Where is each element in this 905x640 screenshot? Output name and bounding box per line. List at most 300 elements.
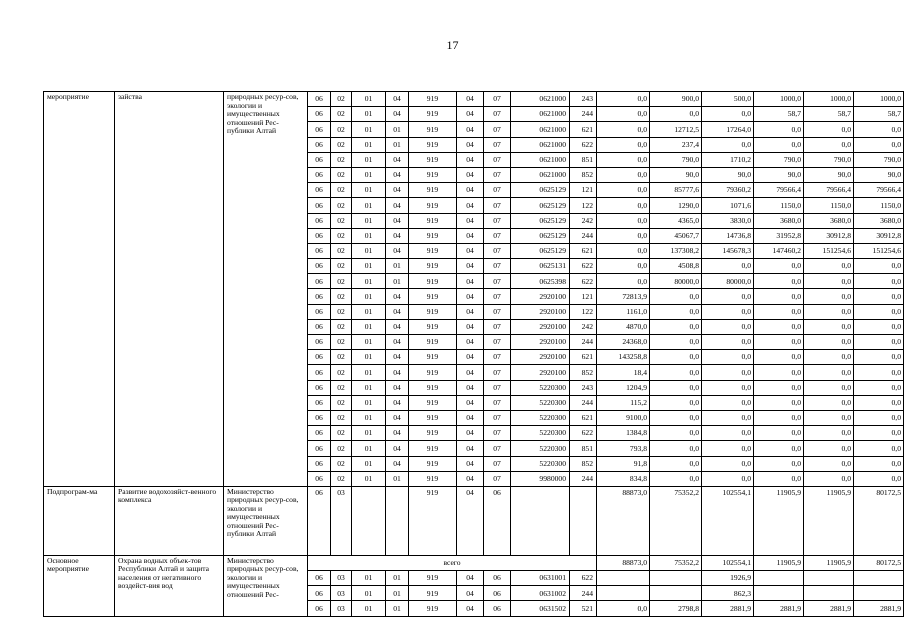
- amount-cell: 151254,6: [804, 243, 854, 258]
- amount-cell: 0,0: [854, 259, 904, 274]
- amount-cell: 80000,0: [702, 274, 754, 289]
- amount-cell: 12712,5: [650, 122, 702, 137]
- amount-cell: 80000,0: [650, 274, 702, 289]
- code-cell: 07: [484, 243, 511, 258]
- code-cell: 01: [352, 601, 386, 616]
- code-cell: 919: [409, 289, 457, 304]
- table-row: [44, 486, 904, 555]
- code-cell: 04: [386, 335, 409, 350]
- code-cell: 0621000: [511, 122, 570, 137]
- code-cell: 01: [352, 319, 386, 334]
- amount-cell: 2881,9: [854, 601, 904, 616]
- code-cell: 244: [570, 586, 597, 601]
- amount-cell: 147460,2: [754, 243, 804, 258]
- code-cell: 2920100: [511, 365, 570, 380]
- code-cell: 244: [570, 107, 597, 122]
- code-cell: 04: [457, 350, 484, 365]
- amount-cell: 0,0: [804, 304, 854, 319]
- code-cell: 02: [331, 365, 352, 380]
- amount-cell: 0,0: [854, 335, 904, 350]
- amount-cell: 88873,0: [597, 555, 650, 570]
- code-cell: 01: [352, 289, 386, 304]
- amount-cell: 0,0: [702, 395, 754, 410]
- amount-cell: [650, 571, 702, 586]
- code-cell: 0631001: [511, 571, 570, 586]
- code-cell: [352, 486, 386, 555]
- amount-cell: 0,0: [754, 350, 804, 365]
- amount-cell: 3830,0: [702, 213, 754, 228]
- code-cell: 02: [331, 304, 352, 319]
- code-cell: 521: [570, 601, 597, 616]
- amount-cell: 90,0: [804, 167, 854, 182]
- amount-cell: 0,0: [650, 365, 702, 380]
- responsible-executor-cell: Министерство природных ресур-сов, экологии и имущественных отношений Рес-: [224, 555, 308, 616]
- code-cell: 06: [308, 319, 331, 334]
- code-cell: 622: [570, 259, 597, 274]
- code-cell: 01: [386, 471, 409, 486]
- amount-cell: 1710,2: [702, 152, 754, 167]
- code-cell: 04: [457, 571, 484, 586]
- code-cell: 04: [457, 122, 484, 137]
- amount-cell: 0,0: [702, 471, 754, 486]
- code-cell: 06: [308, 380, 331, 395]
- amount-cell: 0,0: [854, 304, 904, 319]
- code-cell: 07: [484, 167, 511, 182]
- code-cell: 07: [484, 213, 511, 228]
- responsible-executor-cell: Министерство природных ресур-сов, экологии и имущественных отношений Рес-публики Алтай: [224, 486, 308, 555]
- event-type-cell: Основное мероприятие: [44, 555, 115, 616]
- code-cell: 621: [570, 122, 597, 137]
- amount-cell: 9100,0: [597, 410, 650, 425]
- amount-cell: 90,0: [854, 167, 904, 182]
- code-cell: 621: [570, 243, 597, 258]
- code-cell: 04: [386, 426, 409, 441]
- code-cell: 01: [352, 426, 386, 441]
- code-cell: 04: [457, 243, 484, 258]
- amount-cell: 0,0: [597, 183, 650, 198]
- amount-cell: 0,0: [854, 456, 904, 471]
- code-cell: 2920100: [511, 304, 570, 319]
- amount-cell: 500,0: [702, 92, 754, 107]
- code-cell: 919: [409, 365, 457, 380]
- code-cell: 06: [308, 289, 331, 304]
- code-cell: 01: [352, 122, 386, 137]
- amount-cell: 0,0: [597, 274, 650, 289]
- amount-cell: 17264,0: [702, 122, 754, 137]
- amount-cell: 0,0: [854, 471, 904, 486]
- code-cell: 919: [409, 426, 457, 441]
- code-cell: 02: [331, 456, 352, 471]
- amount-cell: 790,0: [650, 152, 702, 167]
- code-cell: [570, 486, 597, 555]
- budget-table: [43, 91, 904, 617]
- amount-cell: 1150,0: [854, 198, 904, 213]
- code-cell: 0625129: [511, 198, 570, 213]
- amount-cell: 0,0: [597, 259, 650, 274]
- code-cell: 07: [484, 304, 511, 319]
- subprogram-type-cell: Подпрограм-ма: [44, 486, 115, 555]
- code-cell: 04: [457, 456, 484, 471]
- amount-cell: 0,0: [754, 319, 804, 334]
- code-cell: 04: [457, 198, 484, 213]
- amount-cell: 0,0: [804, 426, 854, 441]
- responsible-executor-cell: природных ресур-сов, экологии и имущественных отношений Рес-публики Алтай: [224, 92, 308, 487]
- amount-cell: 0,0: [754, 395, 804, 410]
- amount-cell: [597, 586, 650, 601]
- code-cell: 04: [386, 304, 409, 319]
- code-cell: 244: [570, 395, 597, 410]
- code-cell: 04: [457, 319, 484, 334]
- code-cell: 9980000: [511, 471, 570, 486]
- code-cell: 919: [409, 601, 457, 616]
- code-cell: 04: [457, 471, 484, 486]
- code-cell: 919: [409, 350, 457, 365]
- amount-cell: 0,0: [854, 289, 904, 304]
- amount-cell: 11905,9: [754, 555, 804, 570]
- code-cell: 04: [386, 152, 409, 167]
- code-cell: 02: [331, 395, 352, 410]
- code-cell: 01: [352, 213, 386, 228]
- amount-cell: 0,0: [702, 335, 754, 350]
- code-cell: 04: [457, 213, 484, 228]
- table-row: [44, 555, 904, 570]
- amount-cell: 0,0: [650, 426, 702, 441]
- code-cell: 02: [331, 228, 352, 243]
- code-cell: 622: [570, 274, 597, 289]
- code-cell: 04: [386, 410, 409, 425]
- code-cell: 06: [308, 426, 331, 441]
- code-cell: 01: [352, 259, 386, 274]
- code-cell: 04: [386, 213, 409, 228]
- amount-cell: [804, 571, 854, 586]
- code-cell: 622: [570, 426, 597, 441]
- code-cell: 04: [386, 107, 409, 122]
- code-cell: 01: [352, 456, 386, 471]
- amount-cell: 834,8: [597, 471, 650, 486]
- code-cell: 06: [308, 122, 331, 137]
- code-cell: 622: [570, 571, 597, 586]
- amount-cell: [804, 586, 854, 601]
- amount-cell: 0,0: [804, 335, 854, 350]
- code-cell: 01: [352, 395, 386, 410]
- code-cell: 02: [331, 441, 352, 456]
- code-cell: 04: [457, 92, 484, 107]
- code-cell: 852: [570, 456, 597, 471]
- amount-cell: 0,0: [650, 319, 702, 334]
- amount-cell: 0,0: [804, 395, 854, 410]
- code-cell: 07: [484, 471, 511, 486]
- code-cell: 07: [484, 198, 511, 213]
- amount-cell: 0,0: [804, 137, 854, 152]
- code-cell: 01: [352, 167, 386, 182]
- amount-cell: 2881,9: [804, 601, 854, 616]
- amount-cell: 0,0: [650, 335, 702, 350]
- code-cell: 919: [409, 456, 457, 471]
- amount-cell: 0,0: [754, 471, 804, 486]
- amount-cell: 0,0: [754, 335, 804, 350]
- amount-cell: 0,0: [754, 137, 804, 152]
- code-cell: 0621000: [511, 152, 570, 167]
- amount-cell: 0,0: [702, 456, 754, 471]
- code-cell: 852: [570, 167, 597, 182]
- amount-cell: 0,0: [854, 410, 904, 425]
- amount-cell: 0,0: [597, 228, 650, 243]
- code-cell: 04: [457, 586, 484, 601]
- code-cell: 04: [457, 335, 484, 350]
- code-cell: 244: [570, 335, 597, 350]
- code-cell: 04: [457, 380, 484, 395]
- code-cell: 04: [386, 441, 409, 456]
- code-cell: 02: [331, 410, 352, 425]
- amount-cell: 0,0: [650, 456, 702, 471]
- code-cell: 02: [331, 289, 352, 304]
- code-cell: 03: [331, 601, 352, 616]
- amount-cell: 0,0: [804, 259, 854, 274]
- code-cell: 01: [352, 365, 386, 380]
- code-cell: 06: [308, 213, 331, 228]
- amount-cell: 0,0: [650, 471, 702, 486]
- code-cell: 06: [308, 486, 331, 555]
- amount-cell: 0,0: [597, 198, 650, 213]
- amount-cell: 0,0: [804, 122, 854, 137]
- code-cell: 01: [386, 122, 409, 137]
- code-cell: 04: [457, 395, 484, 410]
- amount-cell: 0,0: [754, 122, 804, 137]
- code-cell: 121: [570, 289, 597, 304]
- code-cell: 02: [331, 243, 352, 258]
- amount-cell: 0,0: [854, 441, 904, 456]
- amount-cell: 145678,3: [702, 243, 754, 258]
- amount-cell: 137308,2: [650, 243, 702, 258]
- code-cell: 06: [484, 586, 511, 601]
- code-cell: 06: [308, 198, 331, 213]
- amount-cell: 3680,0: [804, 213, 854, 228]
- code-cell: 06: [308, 152, 331, 167]
- amount-cell: 1000,0: [754, 92, 804, 107]
- code-cell: 03: [331, 486, 352, 555]
- code-cell: 06: [308, 183, 331, 198]
- code-cell: [511, 486, 570, 555]
- code-cell: 919: [409, 304, 457, 319]
- code-cell: 01: [352, 152, 386, 167]
- code-cell: 0625129: [511, 213, 570, 228]
- code-cell: 04: [457, 486, 484, 555]
- code-cell: 07: [484, 183, 511, 198]
- section-basic-event-rows: [44, 555, 904, 616]
- amount-cell: 1161,0: [597, 304, 650, 319]
- code-cell: 02: [331, 107, 352, 122]
- code-cell: 0621000: [511, 92, 570, 107]
- code-cell: 244: [570, 228, 597, 243]
- code-cell: 04: [386, 167, 409, 182]
- code-cell: 01: [352, 350, 386, 365]
- code-cell: 01: [386, 601, 409, 616]
- amount-cell: 1000,0: [804, 92, 854, 107]
- code-cell: 06: [308, 350, 331, 365]
- code-cell: 919: [409, 259, 457, 274]
- amount-cell: 0,0: [597, 92, 650, 107]
- code-cell: 06: [308, 441, 331, 456]
- amount-cell: 0,0: [650, 441, 702, 456]
- amount-cell: 1150,0: [754, 198, 804, 213]
- code-cell: 04: [457, 167, 484, 182]
- amount-cell: 1384,8: [597, 426, 650, 441]
- code-cell: 919: [409, 380, 457, 395]
- amount-cell: 80172,5: [854, 555, 904, 570]
- page-number: 17: [446, 38, 459, 52]
- amount-cell: 1926,9: [702, 571, 754, 586]
- amount-cell: 0,0: [754, 304, 804, 319]
- amount-cell: 0,0: [702, 304, 754, 319]
- code-cell: 02: [331, 213, 352, 228]
- code-cell: 04: [386, 198, 409, 213]
- code-cell: 852: [570, 365, 597, 380]
- amount-cell: 72813,9: [597, 289, 650, 304]
- amount-cell: 790,0: [854, 152, 904, 167]
- code-cell: 06: [308, 259, 331, 274]
- code-cell: 919: [409, 183, 457, 198]
- amount-cell: 0,0: [804, 380, 854, 395]
- amount-cell: 0,0: [804, 456, 854, 471]
- code-cell: 04: [457, 228, 484, 243]
- amount-cell: 0,0: [754, 289, 804, 304]
- code-cell: 04: [386, 289, 409, 304]
- amount-cell: 24368,0: [597, 335, 650, 350]
- amount-cell: 862,3: [702, 586, 754, 601]
- amount-cell: 0,0: [854, 319, 904, 334]
- code-cell: 919: [409, 471, 457, 486]
- amount-cell: 0,0: [854, 137, 904, 152]
- code-cell: 01: [386, 586, 409, 601]
- amount-cell: 1290,0: [650, 198, 702, 213]
- code-cell: 04: [386, 395, 409, 410]
- amount-cell: 90,0: [650, 167, 702, 182]
- code-cell: 07: [484, 107, 511, 122]
- amount-cell: 80172,5: [854, 486, 904, 555]
- amount-cell: 0,0: [804, 471, 854, 486]
- code-cell: 919: [409, 122, 457, 137]
- amount-cell: 0,0: [702, 319, 754, 334]
- code-cell: 07: [484, 380, 511, 395]
- code-cell: 06: [484, 601, 511, 616]
- code-cell: 07: [484, 456, 511, 471]
- amount-cell: 143258,8: [597, 350, 650, 365]
- code-cell: 02: [331, 259, 352, 274]
- code-cell: 919: [409, 243, 457, 258]
- amount-cell: 91,8: [597, 456, 650, 471]
- code-cell: 04: [457, 601, 484, 616]
- amount-cell: 58,7: [804, 107, 854, 122]
- code-cell: 06: [308, 365, 331, 380]
- amount-cell: 4508,8: [650, 259, 702, 274]
- code-cell: 04: [386, 92, 409, 107]
- code-cell: 919: [409, 586, 457, 601]
- amount-cell: 0,0: [650, 350, 702, 365]
- amount-cell: 2881,9: [702, 601, 754, 616]
- code-cell: 04: [457, 152, 484, 167]
- amount-cell: 18,4: [597, 365, 650, 380]
- code-cell: 02: [331, 319, 352, 334]
- amount-cell: 0,0: [804, 410, 854, 425]
- code-cell: 851: [570, 152, 597, 167]
- amount-cell: 0,0: [702, 410, 754, 425]
- amount-cell: 0,0: [854, 365, 904, 380]
- code-cell: 07: [484, 152, 511, 167]
- amount-cell: 85777,6: [650, 183, 702, 198]
- code-cell: 07: [484, 335, 511, 350]
- code-cell: 07: [484, 137, 511, 152]
- code-cell: 122: [570, 198, 597, 213]
- amount-cell: [754, 571, 804, 586]
- amount-cell: 0,0: [702, 259, 754, 274]
- code-cell: 01: [386, 571, 409, 586]
- code-cell: 919: [409, 213, 457, 228]
- amount-cell: 0,0: [597, 243, 650, 258]
- code-cell: 2920100: [511, 319, 570, 334]
- amount-cell: 11905,9: [804, 486, 854, 555]
- code-cell: 04: [457, 304, 484, 319]
- code-cell: 04: [386, 228, 409, 243]
- code-cell: 0631002: [511, 586, 570, 601]
- code-cell: 01: [352, 380, 386, 395]
- code-cell: 06: [308, 395, 331, 410]
- amount-cell: 0,0: [754, 456, 804, 471]
- code-cell: 0631502: [511, 601, 570, 616]
- amount-cell: 0,0: [650, 304, 702, 319]
- code-cell: 01: [386, 137, 409, 152]
- code-cell: 07: [484, 228, 511, 243]
- code-cell: 5220300: [511, 426, 570, 441]
- code-cell: 06: [484, 486, 511, 555]
- amount-cell: 79566,4: [804, 183, 854, 198]
- amount-cell: 3680,0: [854, 213, 904, 228]
- code-cell: 919: [409, 410, 457, 425]
- code-cell: 01: [352, 274, 386, 289]
- amount-cell: 0,0: [804, 350, 854, 365]
- amount-cell: 0,0: [597, 107, 650, 122]
- code-cell: 919: [409, 92, 457, 107]
- code-cell: 04: [457, 107, 484, 122]
- code-cell: 07: [484, 441, 511, 456]
- event-name-cell: Охрана водных объек-тов Республики Алтай и защита населения от негативного воздейст-вия вод: [115, 555, 224, 616]
- amount-cell: [754, 586, 804, 601]
- code-cell: 04: [386, 183, 409, 198]
- code-cell: 242: [570, 213, 597, 228]
- code-cell: 04: [386, 350, 409, 365]
- amount-cell: 45067,7: [650, 228, 702, 243]
- amount-cell: 0,0: [804, 319, 854, 334]
- amount-cell: 0,0: [804, 289, 854, 304]
- code-cell: 01: [352, 243, 386, 258]
- code-cell: 07: [484, 289, 511, 304]
- code-cell: 07: [484, 274, 511, 289]
- code-cell: 919: [409, 486, 457, 555]
- table-row: [44, 92, 904, 107]
- code-cell: 02: [331, 471, 352, 486]
- code-cell: 622: [570, 137, 597, 152]
- amount-cell: 0,0: [650, 410, 702, 425]
- code-cell: 06: [308, 304, 331, 319]
- amount-cell: 30912,8: [854, 228, 904, 243]
- amount-cell: 58,7: [854, 107, 904, 122]
- amount-cell: 1071,6: [702, 198, 754, 213]
- code-cell: 01: [386, 259, 409, 274]
- event-name-cell: зайства: [115, 92, 224, 487]
- amount-cell: 0,0: [597, 213, 650, 228]
- code-cell: 06: [308, 92, 331, 107]
- code-cell: 04: [457, 137, 484, 152]
- code-cell: 121: [570, 183, 597, 198]
